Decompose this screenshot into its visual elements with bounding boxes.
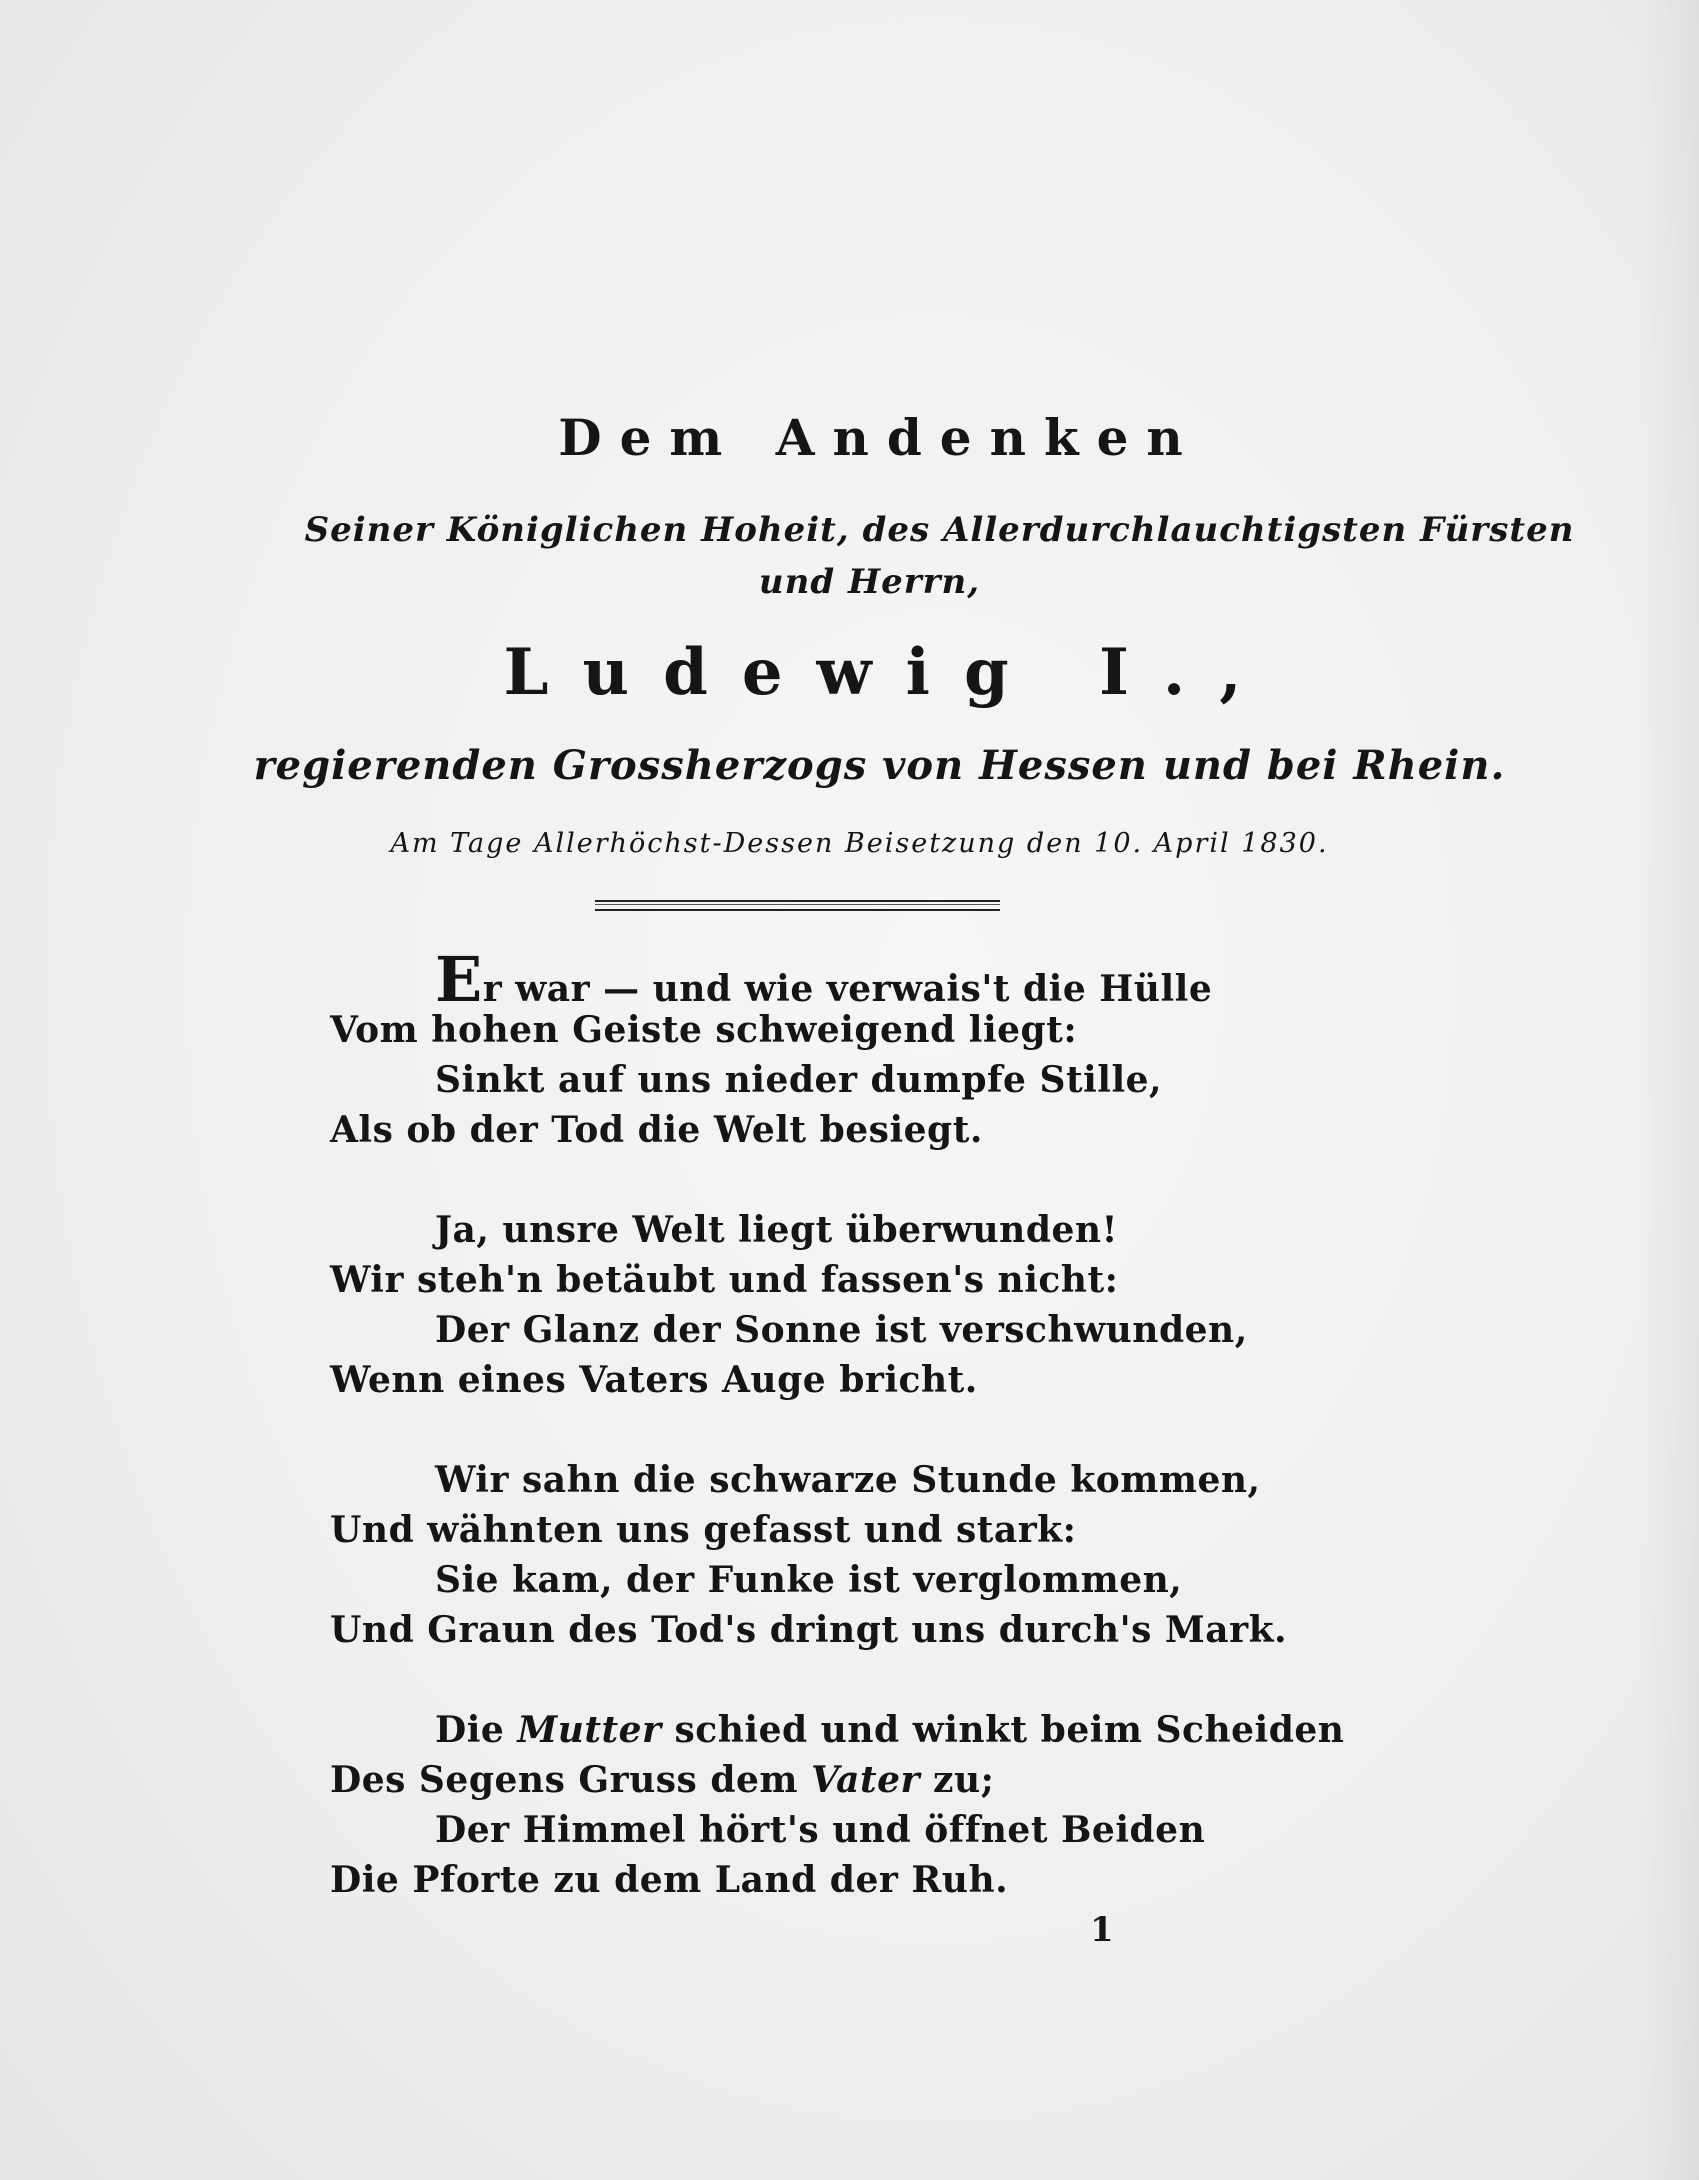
poem-line: Vom hohen Geiste schweigend liegt:: [330, 1009, 1078, 1051]
poem-line: [330, 943, 1330, 1016]
poem-line: Die Pforte zu dem Land der Ruh.: [330, 1859, 1009, 1901]
poem-stanza-2: [330, 1205, 1330, 1405]
poem-line: Ja, unsre Welt liegt überwunden!: [435, 1209, 1118, 1251]
poem-line: Und Graun des Tod's dringt uns durch's Mark.: [330, 1609, 1288, 1651]
poem-line: Wenn eines Vaters Auge bricht.: [330, 1359, 978, 1401]
poem-line: Der Himmel hört's und öffnet Beiden: [435, 1809, 1206, 1851]
poem-text: zu;: [919, 1759, 995, 1801]
poem-text: Die: [435, 1709, 518, 1751]
poem-line: Wir sahn die schwarze Stunde kommen,: [435, 1459, 1261, 1501]
honoree-name: Ludewig I.,: [503, 635, 1276, 710]
honoree-subtitle: regierenden Grossherzogs von Hessen und bei Rhein.: [253, 742, 1506, 789]
date-line: Am Tage Allerhöchst-Dessen Beisetzung den 10. April 1830.: [390, 828, 1329, 859]
poem-stanza-3: [330, 1455, 1330, 1655]
poem-line: Der Glanz der Sonne ist verschwunden,: [435, 1309, 1248, 1351]
poem-line-text: r war — und wie verwais't die Hülle: [482, 968, 1213, 1010]
poem-line: Sie kam, der Funke ist verglommen,: [435, 1559, 1183, 1601]
emphasized-word: Vater: [811, 1759, 920, 1801]
emphasized-word: Mutter: [517, 1709, 662, 1751]
drop-cap: E: [435, 943, 483, 1016]
poem-text: Des Segens Gruss dem: [330, 1759, 812, 1801]
page-edge-shadow: [1639, 0, 1699, 2180]
poem-line: [330, 1705, 1345, 1755]
dedication-line-1: Seiner Königlichen Hoheit, des Allerdurchlauchtigsten Fürsten: [304, 510, 1575, 550]
page-title: Dem Andenken: [558, 408, 1201, 467]
double-rule-divider: [595, 900, 1000, 911]
poem-stanza-1: [330, 943, 1330, 1155]
poem-text: schied und winkt beim Scheiden: [661, 1709, 1345, 1751]
poem-line: Wir steh'n betäubt und fassen's nicht:: [330, 1259, 1119, 1301]
poem-line: Als ob der Tod die Welt besiegt.: [330, 1109, 983, 1151]
poem-stanza-4: [330, 1705, 1345, 1905]
poem-line: [330, 1755, 1330, 1805]
poem-line: Sinkt auf uns nieder dumpfe Stille,: [435, 1059, 1163, 1101]
page-number: 1: [1090, 1910, 1114, 1950]
dedication-line-2: und Herrn,: [758, 562, 981, 602]
poem-line: Und wähnten uns gefasst und stark:: [330, 1509, 1077, 1551]
